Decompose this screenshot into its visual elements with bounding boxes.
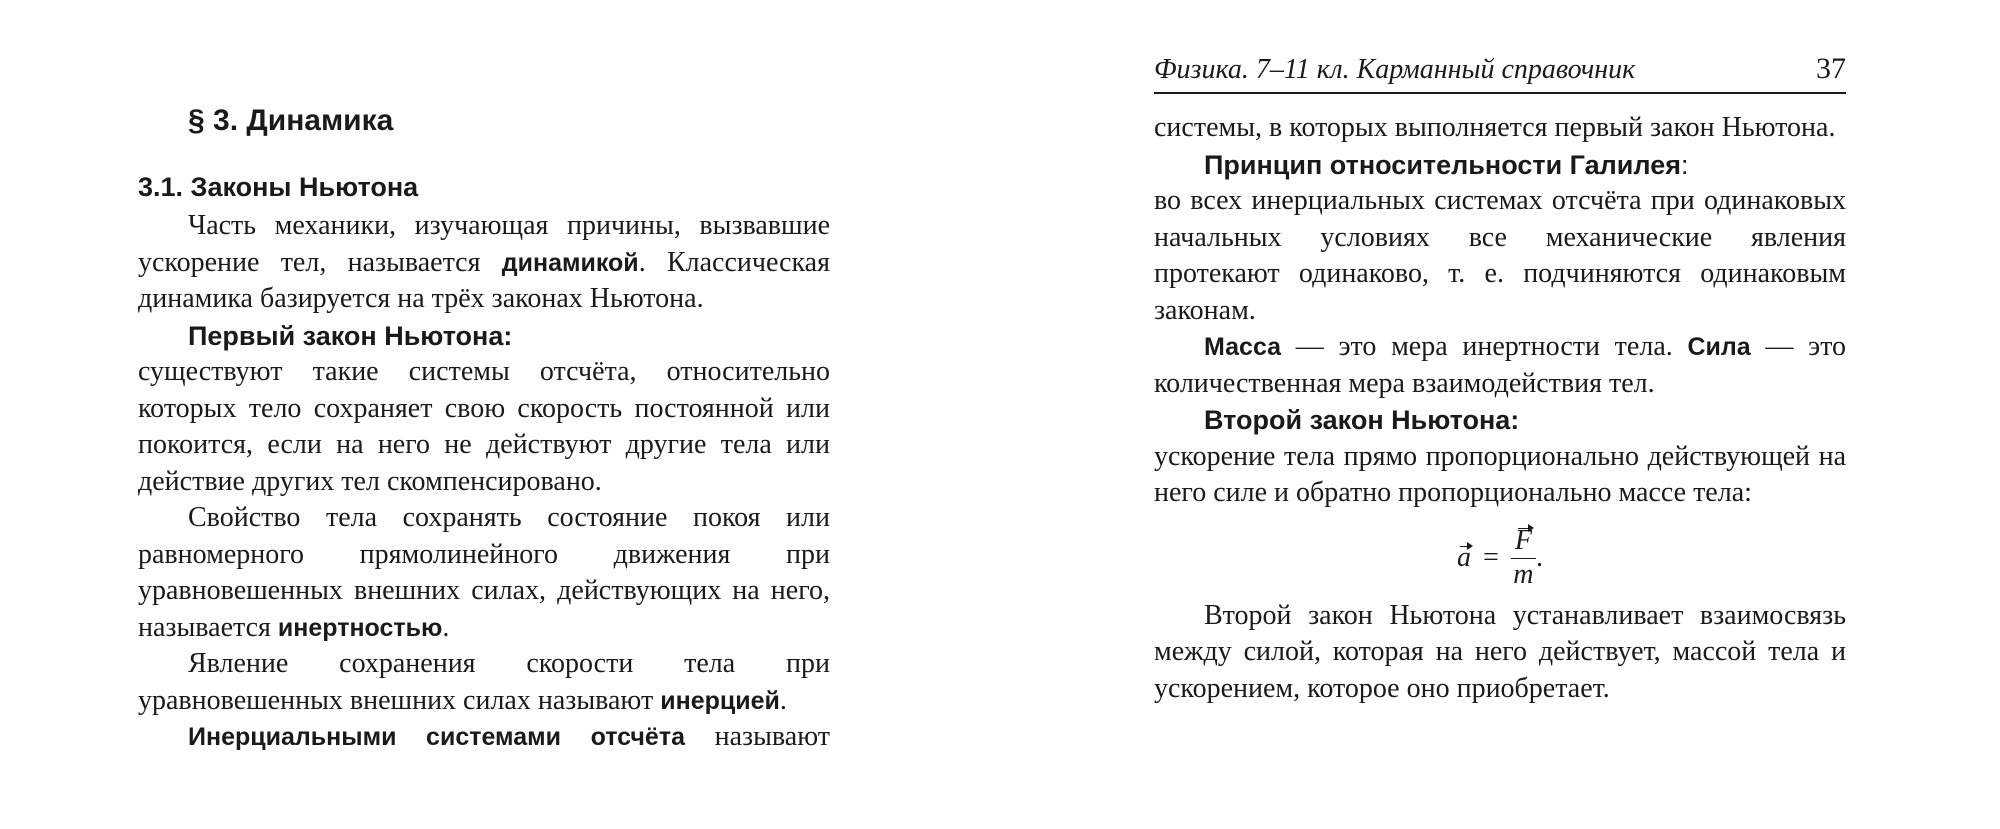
first-law-text: существуют такие системы отсчёта, относительно которых тело сохраняет свою скорость постоянной или покоится, если на него не действуют другие тела или действие других тел скомпенсировано. bbox=[138, 356, 830, 497]
fraction-denominator: m bbox=[1513, 559, 1534, 590]
term-inertia: инерцией bbox=[660, 686, 780, 715]
text-run: — это мера инертности тела. bbox=[1281, 331, 1688, 362]
term-dynamics: динамикой bbox=[501, 248, 639, 277]
inertness-paragraph bbox=[138, 500, 830, 646]
left-page-body bbox=[138, 208, 830, 756]
text-run: Свойство тела сохранять состояние покоя или равномерного прямолинейного движения при уравновешенных внешних силах, действующих на него, называется bbox=[138, 502, 830, 643]
acceleration-vector: a bbox=[1457, 541, 1472, 573]
text-run: . Классическая динамика базируется на трёх законах Ньютона. bbox=[138, 246, 830, 314]
right-page-body bbox=[1154, 110, 1846, 707]
galileo-colon: : bbox=[1680, 149, 1689, 180]
galileo-title-text: Принцип относительности Галилея bbox=[1204, 149, 1681, 180]
page-number: 37 bbox=[1816, 52, 1846, 85]
subsection-title: 3.1. Законы Ньютона bbox=[138, 172, 419, 202]
mass-force-paragraph bbox=[1154, 329, 1846, 402]
galileo-title bbox=[1154, 147, 1846, 184]
running-head-title: Физика. 7–11 кл. Карманный справочник bbox=[1154, 54, 1636, 85]
continuation-paragraph: системы, в которых выполняется первый закон Ньютона. bbox=[1154, 112, 1836, 143]
first-law-title: Первый закон Ньютона: bbox=[188, 320, 513, 351]
text-run: . bbox=[442, 611, 450, 643]
text-run: Явление сохранения скорости тела при уравновешенных внешних силах называют bbox=[138, 648, 830, 716]
text-run: — это количественная мера взаимодействия тел. bbox=[1154, 331, 1846, 399]
section-title: § 3. Динамика bbox=[188, 104, 394, 137]
running-head bbox=[1154, 52, 1846, 94]
second-law-title: Второй закон Ньютона: bbox=[1204, 405, 1520, 435]
term-mass: Масса bbox=[1204, 333, 1282, 361]
formula-period: . bbox=[1535, 541, 1543, 573]
term-inertness: инертностью bbox=[277, 613, 443, 642]
fraction bbox=[1511, 524, 1536, 591]
final-paragraph: Второй закон Ньютона устанавливает взаимосвязь между силой, которая на него действует, массой тела и ускорением, которое оно приобретает. bbox=[1154, 599, 1846, 704]
second-law-text: ускорение тела прямо пропорционально действующей на него силе и обратно пропорционально массе тела: bbox=[1154, 440, 1846, 508]
fraction-numerator bbox=[1511, 524, 1536, 559]
equals-sign: = bbox=[1483, 541, 1499, 573]
text-run: . bbox=[779, 684, 787, 716]
inertia-paragraph bbox=[138, 646, 830, 719]
inertial-frames-paragraph bbox=[138, 719, 830, 756]
term-inertial-frames: Инерциальными системами отсчёта bbox=[188, 723, 685, 751]
dynamics-definition-paragraph bbox=[138, 208, 830, 318]
term-force: Сила bbox=[1687, 333, 1751, 361]
text-run: Часть механики, изучающая причины, вызвавшие ускорение тел, называется bbox=[138, 210, 830, 278]
newton-second-law-formula bbox=[1154, 522, 1846, 594]
galileo-text: во всех инерциальных системах отсчёта при одинаковых начальных условиях все механические явления протекают одинаково, т. е. подчиняются одинаковым законам. bbox=[1154, 185, 1846, 326]
force-vector: F bbox=[1514, 525, 1532, 556]
text-run: называют bbox=[684, 721, 830, 752]
